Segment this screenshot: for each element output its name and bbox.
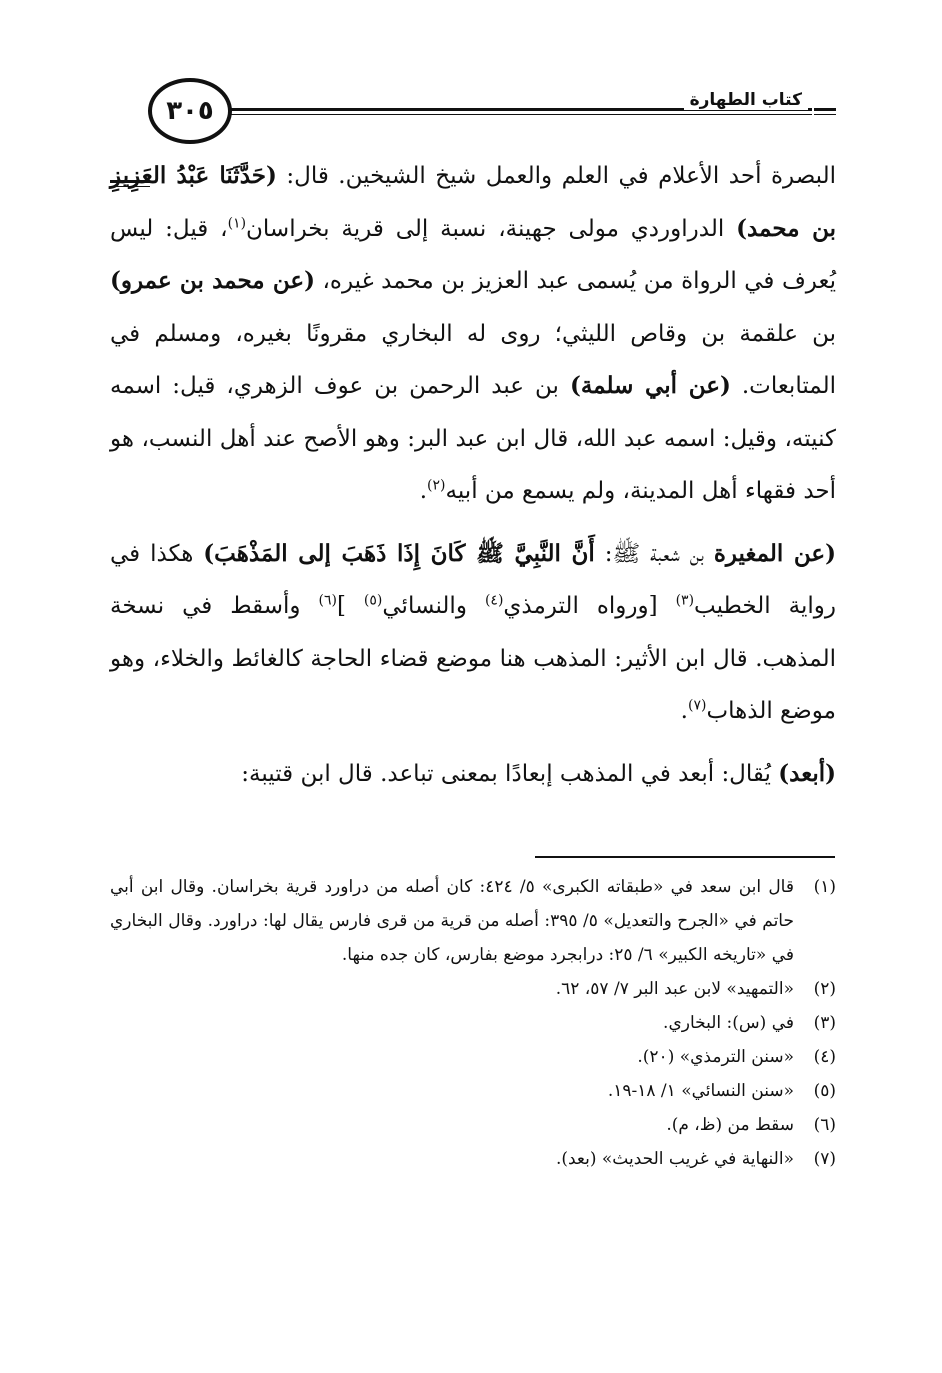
text-run: ] xyxy=(336,593,364,619)
quoted-text: (أبعد) xyxy=(778,759,836,787)
footnote-ref: (١) xyxy=(227,214,247,231)
footnote-item xyxy=(110,1108,836,1142)
text-run: والنسائي xyxy=(382,593,485,619)
footnote-number: (١) xyxy=(813,877,836,897)
footnotes xyxy=(110,870,836,1176)
text-run: الدراوردي مولى جهينة، نسبة إلى قرية بخراسان xyxy=(246,215,737,242)
header-rule xyxy=(814,114,836,115)
quoted-text: (عن أبي سلمة) xyxy=(569,372,731,399)
footnote-text: قال ابن سعد في «طبقاته الكبرى» ٥/ ٤٢٤: كان أصله من دراورد قرية بخراسان. وقال ابن أبي حاتم في «الجرح والتعديل» ٥/ ٣٩٥: أصله من قرية من قرى فارس يقال لها: دراورد. وقال البخاري في «تاريخه الكبير» ٦/ ٢٥: درابجرد موضع بفارس، كان جده منها. xyxy=(110,877,794,965)
footnote-separator xyxy=(535,856,835,858)
text-run: . xyxy=(419,478,428,504)
header-rule xyxy=(814,108,836,111)
footnote-number: (٢) xyxy=(813,979,836,999)
text-run: ، قيل: ليس يُعرف في الرواة من يُسمى عبد العزيز بن محمد غيره، xyxy=(110,215,836,294)
header-rule xyxy=(228,114,812,115)
footnote-number: (٧) xyxy=(813,1149,836,1169)
footnote-ref: (٦) xyxy=(318,592,337,609)
main-text xyxy=(110,150,836,800)
footnote-item xyxy=(110,870,836,972)
paragraph-2 xyxy=(110,528,836,738)
text-run: البصرة أحد الأعلام في العلم والعمل شيخ الشيخين. قال: xyxy=(276,163,836,189)
footnote-text: «سنن الترمذي» (٢٠). xyxy=(637,1047,794,1067)
quoted-text: (عن المغيرة xyxy=(713,539,837,567)
quoted-text: أَنَّ النَّبِيَّ ﷺ كَانَ إِذَا ذَهَبَ إلى المَذْهَبَ) xyxy=(203,539,595,567)
footnote-item xyxy=(110,1142,836,1176)
footnote-text: سقط من (ظ، م). xyxy=(666,1115,794,1135)
footnote-ref: (٥) xyxy=(363,592,383,609)
footnote-ref: (٢) xyxy=(427,477,446,494)
footnote-text: «سنن النسائي» ١/ ١٨-١٩. xyxy=(607,1081,794,1101)
page-header xyxy=(110,72,836,152)
text-run: . xyxy=(680,698,688,724)
footnote-number: (٤) xyxy=(813,1047,836,1067)
footnote-text: في (س): البخاري. xyxy=(663,1013,794,1033)
footnote-number: (٣) xyxy=(813,1013,836,1033)
footnote-item xyxy=(110,1006,836,1040)
footnote-text: «التمهيد» لابن عبد البر ٧/ ٥٧، ٦٢. xyxy=(555,979,794,999)
paragraph-3 xyxy=(110,748,836,801)
text-run: وأسقط في نسخة المذهب. قال ابن الأثير: المذهب هنا موضع قضاء الحاجة كالغائط والخلاء، وهو موضع الذهاب xyxy=(110,593,836,724)
footnote-item xyxy=(110,1040,836,1074)
text-run: بن علقمة بن وقاص الليثي؛ روى له البخاري مقرونًا بغيره، ومسلم في المتابعات. xyxy=(110,320,836,399)
footnote-item xyxy=(110,972,836,1006)
running-title: كتاب الطهارة xyxy=(684,90,808,110)
quoted-text: (حَدَّثَنَا عَبْدُ العَزِيزِ بن محمد) xyxy=(110,162,836,242)
paragraph-1 xyxy=(110,150,836,518)
text-run: بن عبد الرحمن بن عوف الزهري، قيل: اسمه كنيته، وقيل: اسمه عبد الله، قال ابن عبد البر: وهو الأصح عند أهل النسب، هو أحد فقهاء أهل المدينة، ولم يسمع من أبيه xyxy=(110,373,836,504)
footnote-text: «النهاية في غريب الحديث» (بعد). xyxy=(555,1149,794,1169)
quoted-text: (عن محمد بن عمرو) xyxy=(110,267,315,294)
footnote-ref: (٣) xyxy=(675,592,695,609)
text-run: هكذا في رواية الخطيب xyxy=(110,540,836,619)
footnote-number: (٥) xyxy=(813,1081,836,1101)
footnote-ref: (٤) xyxy=(484,592,504,609)
text-run: [ورواه الترمذي xyxy=(503,593,676,619)
text-run: يُقال: أبعد في المذهب إبعادًا بمعنى تباعد. قال ابن قتيبة: xyxy=(241,760,779,787)
footnote-item xyxy=(110,1074,836,1108)
footnote-ref: (٧) xyxy=(687,697,707,714)
footnote-number: (٦) xyxy=(813,1115,836,1135)
page-number: ٣٠٥ xyxy=(148,78,232,144)
text-run: بن شعبة ﷺ: xyxy=(594,540,714,567)
